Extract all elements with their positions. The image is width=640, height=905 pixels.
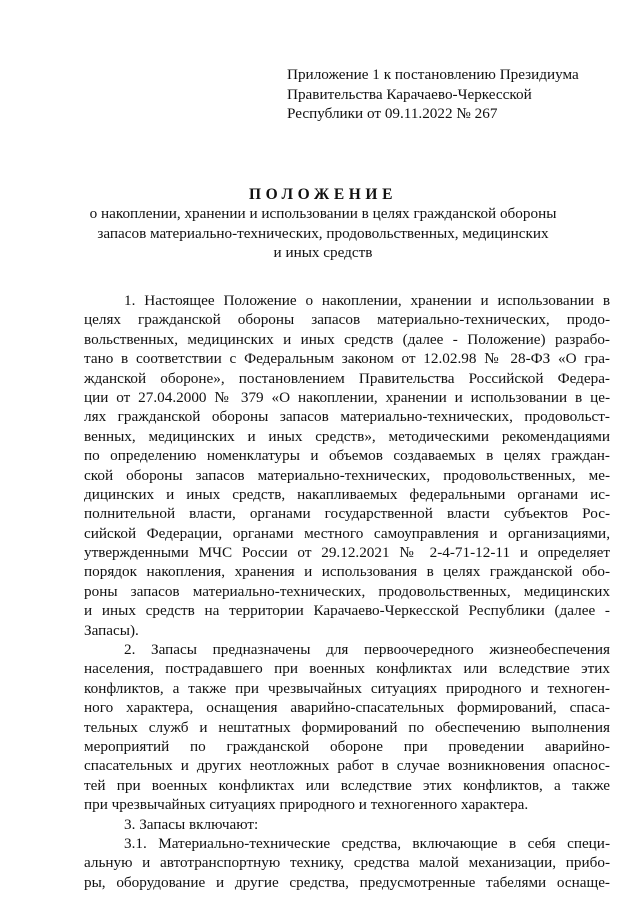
body-line: сийской Федерации, органами местного самоуправления и организациями, bbox=[84, 524, 610, 542]
body-line: и иных средств на территории Карачаево-Черкесской Республики (далее - bbox=[84, 602, 610, 620]
appendix-line: Правительства Карачаево-Черкесской bbox=[287, 85, 532, 103]
body-line: лях гражданской обороны запасов материально-технических, продовольст- bbox=[84, 408, 610, 426]
body-line: альную и автотранспортную технику, средства малой механизации, прибо- bbox=[84, 854, 610, 872]
body-line: целях гражданской обороны запасов материально-технических, продо- bbox=[84, 311, 610, 329]
subtitle-line: о накоплении, хранении и использовании в целях гражданской обороны bbox=[89, 205, 557, 222]
body-line: конфликтов, а также при чрезвычайных ситуациях природного и техноген- bbox=[84, 679, 610, 697]
body-line: населения, пострадавшего при военных конфликтах или вследствие этих bbox=[84, 660, 610, 678]
body-line: полнительной власти, органами государственной власти субъектов Рос- bbox=[84, 505, 610, 523]
body-line: мероприятий по гражданской обороне при проведении аварийно- bbox=[84, 737, 610, 755]
subtitle-line: и иных средств bbox=[273, 244, 373, 261]
appendix-line: Республики от 09.11.2022 № 267 bbox=[287, 105, 498, 122]
body-line: ры, оборудование и другие средства, предусмотренные табелями оснаще- bbox=[84, 873, 610, 891]
body-line: тельных служб и нештатных формирований по обеспечению выполнения bbox=[84, 718, 610, 736]
body-line: утвержденными МЧС России от 29.12.2021 № 2-4-71-12-11 и определяет bbox=[84, 544, 610, 562]
document-subtitle bbox=[0, 204, 640, 263]
body-line: по определению номенклатуры и объемов создаваемых в целях граждан- bbox=[84, 447, 610, 465]
body-line: спасательных и других неотложных работ в случае возникновения опаснос- bbox=[84, 757, 610, 775]
body-line: венных, медицинских и иных средств», методическими рекомендациями bbox=[84, 427, 610, 445]
body-line: 3.1. Материально-технические средства, включающие в себя специ- bbox=[124, 834, 610, 852]
body-line: порядок накопления, хранения и использования в целях гражданской обо- bbox=[84, 563, 610, 581]
body-line: роны запасов материально-технических, продовольственных, медицинских bbox=[84, 582, 610, 600]
body-line: при чрезвычайных ситуациях природного и техногенного характера. bbox=[84, 796, 529, 814]
appendix-header bbox=[287, 65, 617, 124]
body-line: 1. Настоящее Положение о накоплении, хранении и использовании в bbox=[124, 292, 610, 309]
body-line: тано в соответствии с Федеральным законом от 12.02.98 № 28-ФЗ «О гра- bbox=[84, 350, 610, 368]
body-line: ции от 27.04.2000 № 379 «О накоплении, хранении и использовании в це- bbox=[84, 388, 610, 406]
document-body bbox=[84, 291, 610, 892]
body-line: ного характера, оснащения аварийно-спасательных формирований, спаса- bbox=[84, 699, 610, 717]
body-line: вольственных, медицинских и иных средств (далее - Положение) разрабо- bbox=[84, 330, 610, 348]
body-line: ской обороны запасов материально-технических, продовольственных, ме- bbox=[84, 466, 610, 484]
document-title: ПОЛОЖЕНИЕ bbox=[248, 186, 398, 203]
body-line: 2. Запасы предназначены для первоочередного жизнеобеспечения bbox=[124, 641, 610, 659]
body-line: жданской обороне», постановлением Правительства Российской Федера- bbox=[84, 369, 610, 387]
body-line: тей при военных конфликтах или вследствие этих конфликтов, а также bbox=[84, 776, 610, 794]
subtitle-line: запасов материально-технических, продовольственных, медицинских bbox=[97, 224, 549, 242]
appendix-line: Приложение 1 к постановлению Президиума bbox=[287, 66, 579, 83]
body-line: Запасы). bbox=[84, 621, 139, 639]
body-line: 3. Запасы включают: bbox=[124, 815, 259, 833]
body-line: дицинских и иных средств, накапливаемых федеральными органами ис- bbox=[84, 485, 610, 503]
